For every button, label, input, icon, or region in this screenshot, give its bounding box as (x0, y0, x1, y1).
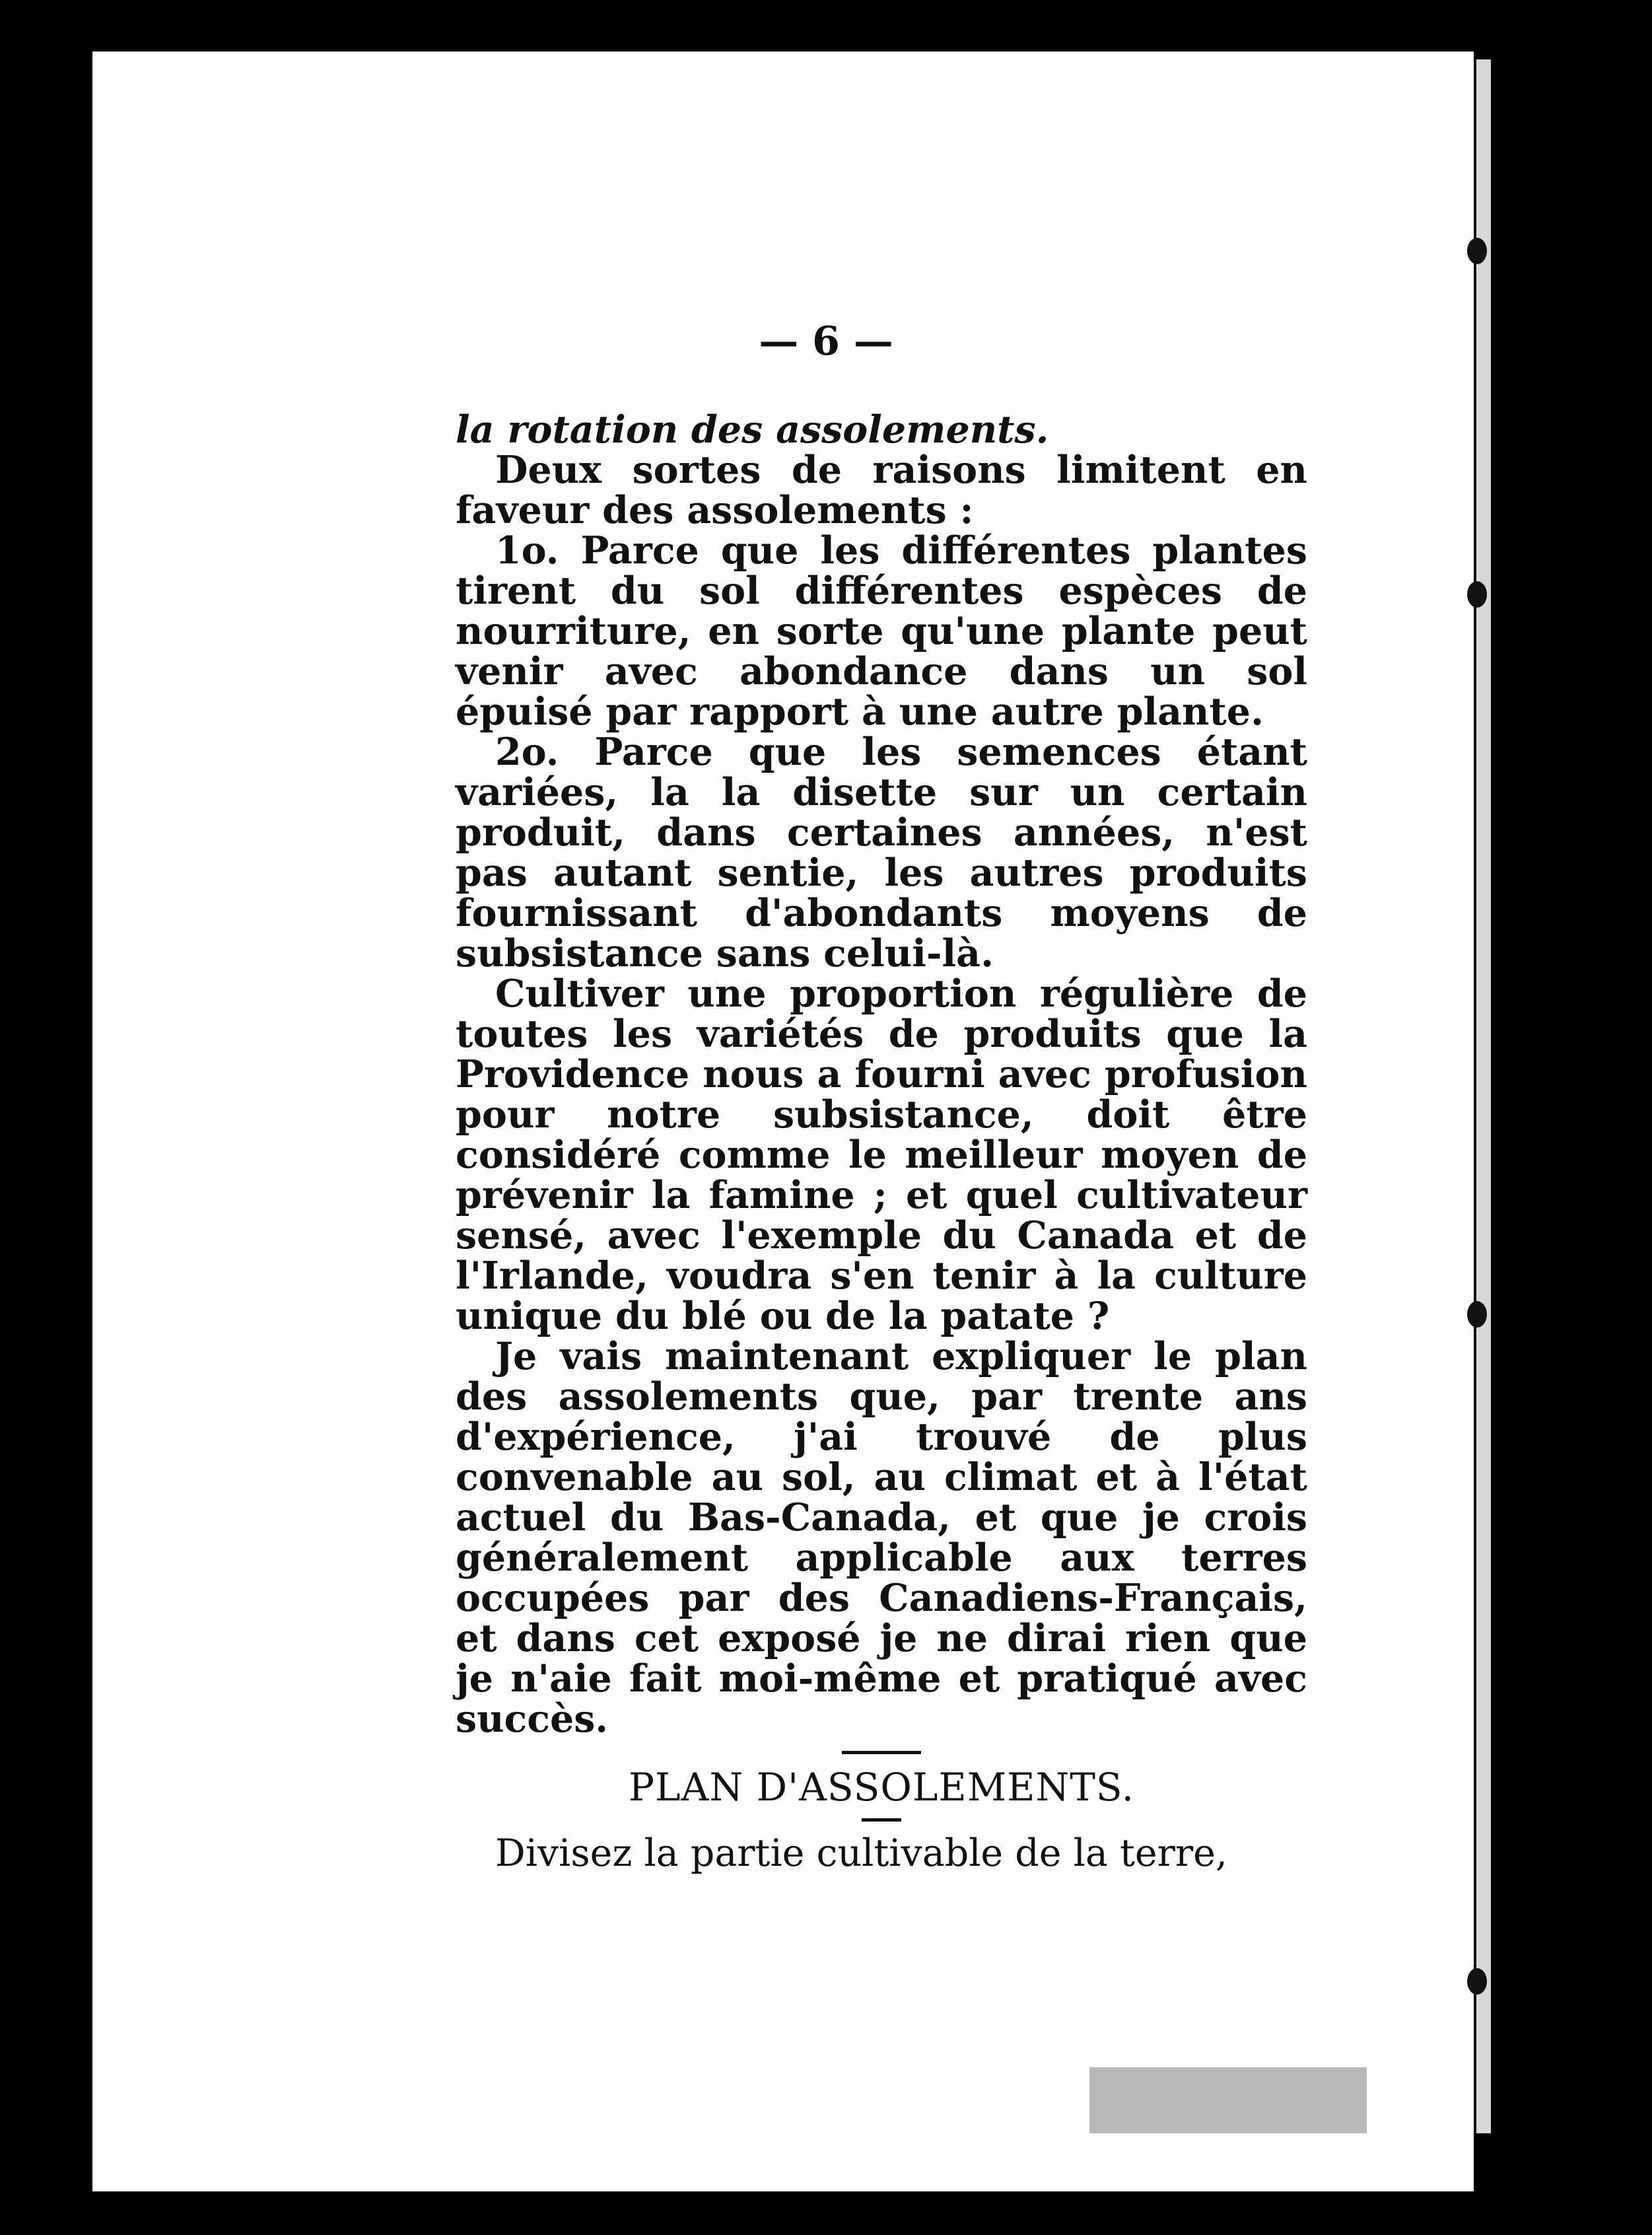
page-body (456, 409, 1307, 1874)
paragraph: Je vais maintenant expliquer le plan des assolements que, par trente ans d'expérience, j'ai trouvé de plus convenable au sol, au climat et à l'état actuel du Bas-Canada, et que je crois généralement applicable aux terres occupées par des Canadiens-Français, et dans cet exposé je ne dirai rien que je n'aie fait moi-même et pratiqué avec succès. (456, 1334, 1307, 1741)
page-number: — 6 — (759, 318, 893, 365)
paragraph: Cultiver une proportion régulière de toutes les variétés de produits que la Providence nous a fourni avec profusion pour notre subsistance, doit être considéré comme le meilleur moyen de prévenir la famine ; et quel cultivateur sensé, avec l'exemple du Canada et de l'Irlande, voudra s'en tenir à la culture unique du blé ou de la patate ? (456, 972, 1307, 1338)
section-heading: PLAN D'ASSOLEMENTS. (628, 1765, 1135, 1810)
binding-hole-mark (1467, 238, 1487, 264)
scan-edge-strip (1089, 2067, 1367, 2133)
binding-hole-mark (1467, 1301, 1487, 1328)
binding-hole-mark (1467, 581, 1487, 608)
heading-rule (862, 1818, 901, 1822)
paragraph: 2o. Parce que les semences étant variées, la la disette sur un certain produit, dans certaines années, n'est pas autant sentie, les autres produits fournissant d'abondants moyens de subsistance sans celui-là. (456, 730, 1307, 976)
paragraph: 1o. Parce que les différentes plantes tirent du sol différentes espèces de nourriture, en sorte qu'une plante peut venir avec abondance dans un sol épuisé par rapport à une autre plante. (456, 528, 1307, 734)
paragraph: Deux sortes de raisons limitent en faveur des assolements : (456, 448, 1307, 532)
binding-hole-mark (1467, 1968, 1487, 1995)
lead-line: la rotation des assolements. (456, 408, 1049, 452)
final-line: Divisez la partie cultivable de la terre, (495, 1831, 1227, 1875)
binding-edge (1474, 59, 1491, 2133)
scan-border-tab (0, 1915, 92, 2235)
section-divider (842, 1751, 921, 1754)
